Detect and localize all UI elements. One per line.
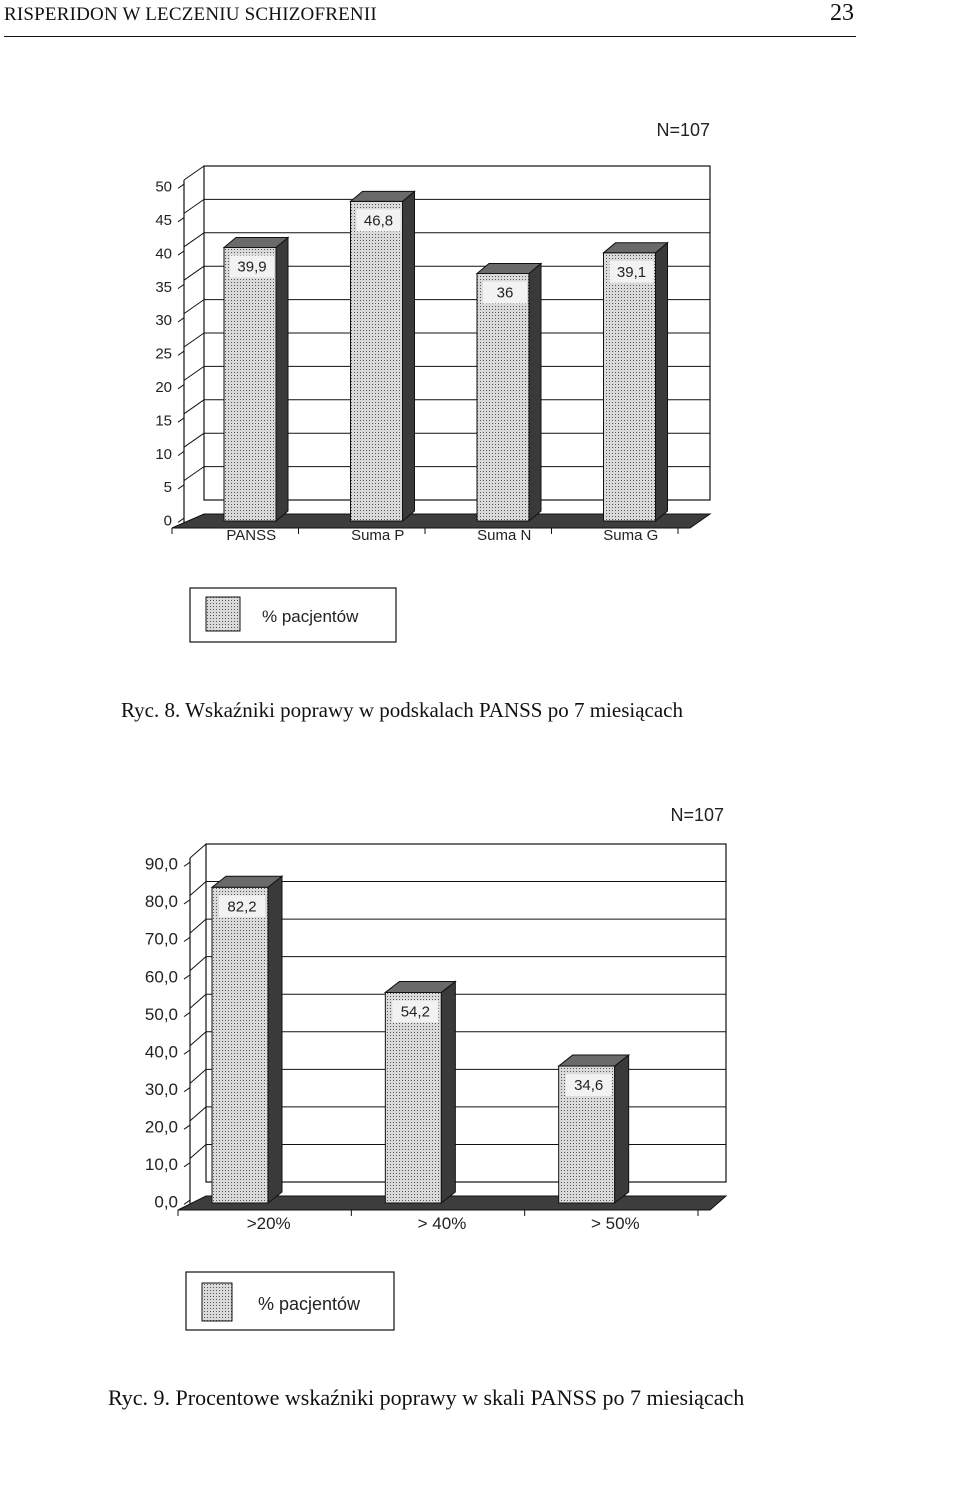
c2-bar-front — [385, 992, 441, 1203]
c1-y-tick-label: 40 — [155, 245, 172, 263]
c2-bar-side — [268, 876, 282, 1203]
c1-y-tick-label: 25 — [155, 345, 172, 363]
c2-gridline-side — [190, 1069, 206, 1083]
c2-y-tick-label: 90,0 — [144, 854, 178, 874]
c2-bar-side — [441, 981, 455, 1203]
c1-y-tick-label: 35 — [155, 278, 172, 296]
c2-y-tick — [184, 1050, 190, 1054]
c1-x-tick-label: PANSS — [226, 527, 277, 544]
c1-y-tick-label: 15 — [155, 412, 172, 430]
c1-y-tick-label: 30 — [155, 312, 172, 330]
c2-y-tick-label: 50,0 — [144, 1004, 178, 1024]
c2-gridline-side — [190, 994, 206, 1008]
c1-y-tick-label: 45 — [155, 212, 172, 229]
chart2-y-axis — [145, 855, 190, 1212]
c2-y-tick-label: 60,0 — [144, 967, 178, 987]
c1-y-tick-label: 50 — [155, 178, 172, 196]
running-title: RISPERIDON W LECZENIU SCHIZOFRENII — [4, 4, 377, 25]
chart2-legend-swatch — [202, 1283, 232, 1321]
c2-data-label: 54,2 — [400, 1003, 430, 1021]
c1-y-tick-label: 10 — [155, 445, 172, 463]
c2-gridline-side — [190, 1032, 206, 1046]
c2-y-tick-label: 80,0 — [144, 892, 178, 912]
c2-bar-front — [212, 887, 268, 1203]
c1-y-tick-label: 0 — [163, 512, 172, 530]
c2-y-tick-label: 70,0 — [144, 929, 178, 949]
c2-gridline-side — [190, 919, 206, 933]
chart1-n-label: N=107 — [656, 120, 710, 140]
c2-y-tick — [184, 1088, 190, 1092]
c2-y-tick — [184, 1163, 190, 1167]
c2-y-tick — [184, 1200, 190, 1204]
page-number: 23 — [830, 0, 854, 26]
c1-y-tick-label: 20 — [155, 379, 172, 396]
chart2-n-label: N=107 — [670, 805, 724, 825]
c2-x-tick-label: > 40% — [417, 1214, 467, 1233]
c1-y-tick-label: 5 — [163, 479, 172, 497]
c2-y-tick-label: 20,0 — [144, 1117, 178, 1137]
c2-gridline-side — [190, 844, 206, 858]
c2-y-tick-label: 0,0 — [154, 1192, 178, 1212]
chart2-bars — [212, 876, 629, 1203]
c2-y-tick — [184, 1125, 190, 1129]
c2-y-tick — [184, 900, 190, 904]
c2-y-tick — [184, 862, 190, 866]
c1-x-tick-label: Suma P — [351, 527, 405, 544]
c2-gridline-side — [190, 1144, 206, 1158]
c1-x-tick-label: Suma G — [603, 527, 659, 544]
c2-y-tick — [184, 975, 190, 979]
c2-y-tick-label: 30,0 — [144, 1079, 178, 1099]
chart2-x-axis — [178, 1210, 698, 1233]
c1-x-tick-label: Suma N — [477, 527, 532, 544]
c2-y-tick-label: 40,0 — [144, 1042, 178, 1062]
c2-y-tick-label: 10,0 — [144, 1155, 178, 1175]
c1-data-label: 39,1 — [616, 263, 647, 281]
c2-gridline-side — [190, 957, 206, 971]
c1-data-label: 46,8 — [363, 212, 394, 230]
c2-data-label: 82,2 — [227, 898, 257, 916]
chart1-legend-label: % pacjentów — [262, 607, 359, 626]
c2-data-label: 34,6 — [574, 1077, 604, 1095]
c2-gridline-side — [190, 882, 206, 896]
c2-bar-side — [615, 1055, 629, 1203]
c2-y-tick — [184, 1012, 190, 1016]
c1-data-label: 39,9 — [237, 258, 267, 276]
fig8-caption: Ryc. 8. Wskaźniki poprawy w podskalach PANSS po 7 miesiącach — [121, 698, 683, 722]
c2-back-wall — [206, 844, 726, 1182]
chart2-legend-label: % pacjentów — [258, 1294, 361, 1314]
c2-y-tick — [184, 937, 190, 941]
c2-x-tick-label: > 50% — [590, 1214, 640, 1233]
chart2-legend — [186, 1272, 394, 1330]
c1-data-label: 36 — [496, 284, 514, 302]
c2-x-tick-label: >20% — [246, 1214, 291, 1233]
fig9-caption: Ryc. 9. Procentowe wskaźniki poprawy w skali PANSS po 7 miesiącach — [108, 1385, 745, 1410]
c2-gridline-side — [190, 1107, 206, 1121]
